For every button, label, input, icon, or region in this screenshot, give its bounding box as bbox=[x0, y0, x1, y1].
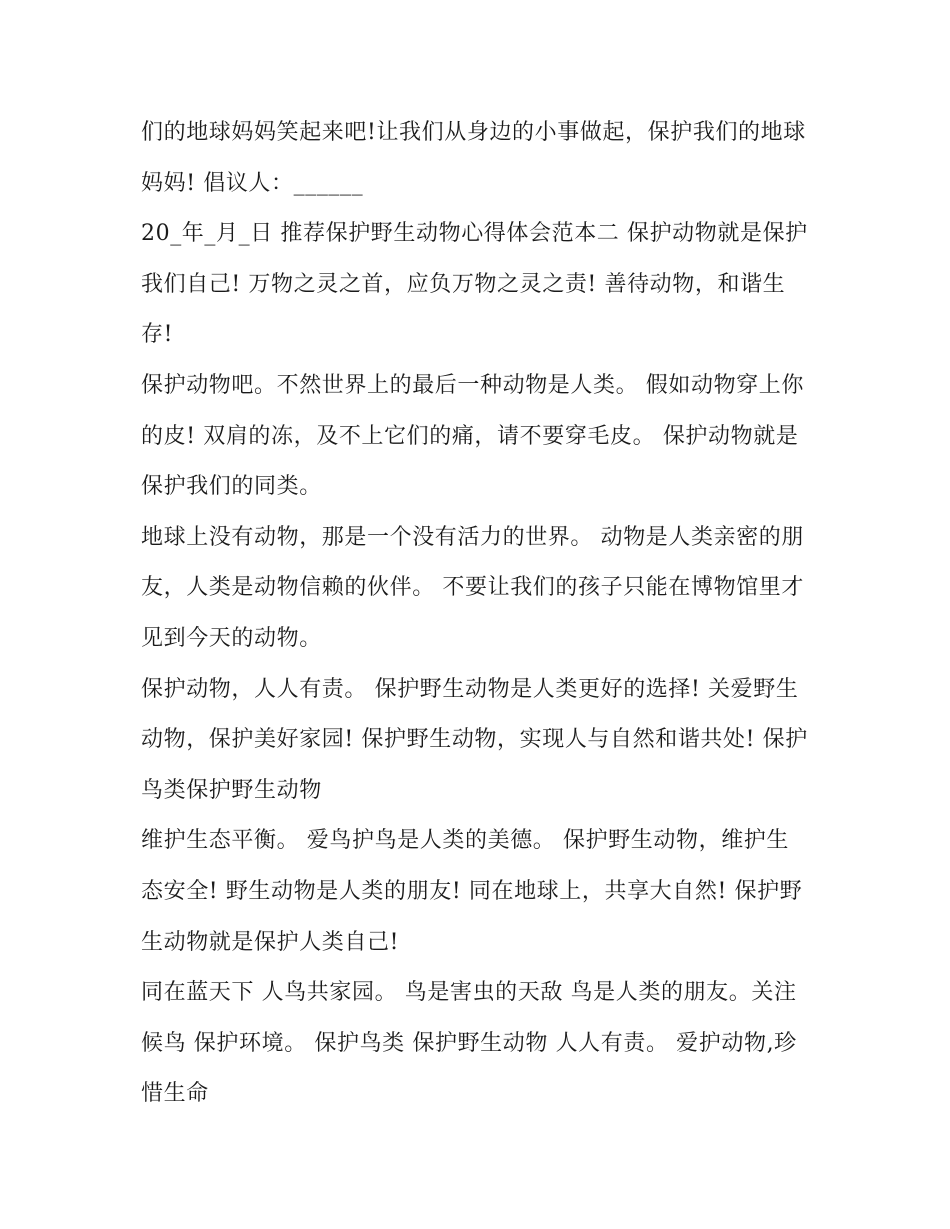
paragraph-6: 维护生态平衡。 爱鸟护鸟是人类的美德。 保护野生动物，维护生态安全! 野生动物是人类的朋友! 同在地球上，共享大自然! 保护野生动物就是保护人类自己! bbox=[141, 828, 803, 955]
paragraph-1: 们的地球妈妈笑起来吧!让我们从身边的小事做起，保护我们的地球妈妈! 倡议人：______ bbox=[141, 120, 806, 196]
paragraph-4: 地球上没有动物，那是一个没有活力的世界。 动物是人类亲密的朋友，人类是动物信赖的伙伴。 不要让我们的孩子只能在博物馆里才见到今天的动物。 bbox=[141, 524, 804, 651]
paragraph-2: 20_年_月_日 推荐保护野生动物心得体会范本二 保护动物就是保护我们自己! 万物之灵之首，应负万物之灵之责! 善待动物，和谐生存! bbox=[141, 221, 808, 348]
document-body bbox=[141, 108, 811, 1120]
paragraph-5: 保护动物，人人有责。 保护野生动物是人类更好的选择! 关爱野生动物，保护美好家园! 保护野生动物，实现人与自然和谐共处! 保护鸟类保护野生动物 bbox=[141, 676, 808, 803]
paragraph-7: 同在蓝天下 人鸟共家园。 鸟是害虫的天敌 鸟是人类的朋友。关注候鸟 保护环境。 保护鸟类 保护野生动物 人人有责。 爱护动物,珍惜生命 bbox=[141, 980, 797, 1107]
paragraph-3: 保护动物吧。不然世界上的最后一种动物是人类。 假如动物穿上你的皮! 双肩的冻，及不上它们的痛，请不要穿毛皮。 保护动物就是保护我们的同类。 bbox=[141, 372, 804, 500]
